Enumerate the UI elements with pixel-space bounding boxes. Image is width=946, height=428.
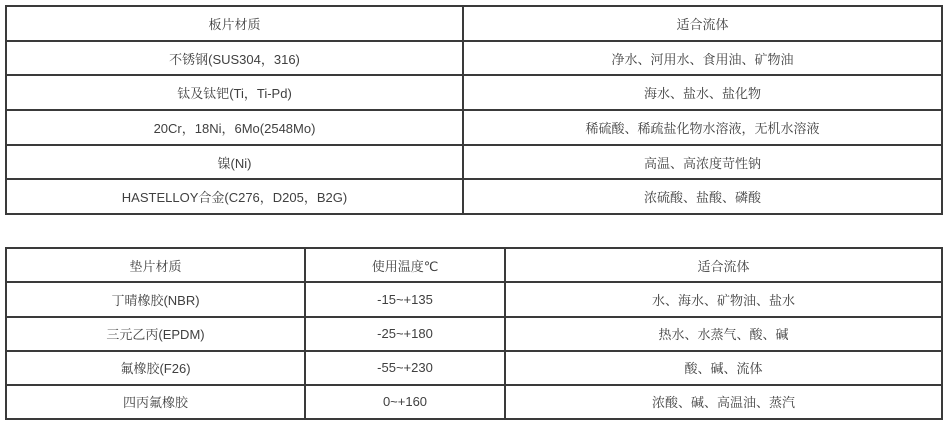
suitable-fluid-cell: 热水、水蒸气、酸、碱 xyxy=(505,317,942,351)
plate-table-header-row xyxy=(6,6,942,41)
table-row xyxy=(6,317,942,351)
suitable-fluid-cell: 水、海水、矿物油、盐水 xyxy=(505,282,942,316)
gasket-material-header: 垫片材质 xyxy=(6,248,305,282)
gasket-material-cell: 丁晴橡胶(NBR) xyxy=(6,282,305,316)
table-row xyxy=(6,75,942,110)
suitable-fluid-header: 适合流体 xyxy=(463,6,942,41)
suitable-fluid-cell: 海水、盐水、盐化物 xyxy=(463,75,942,110)
table-row xyxy=(6,351,942,385)
table-row xyxy=(6,110,942,145)
gasket-material-cell: 四丙氟橡胶 xyxy=(6,385,305,419)
suitable-fluid-header: 适合流体 xyxy=(505,248,942,282)
plate-material-cell: HASTELLOY合金(C276，D205，B2G) xyxy=(6,179,463,214)
plate-material-cell: 不锈钢(SUS304，316) xyxy=(6,41,463,76)
suitable-fluid-cell: 稀硫酸、稀疏盐化物水溶液，无机水溶液 xyxy=(463,110,942,145)
table-row xyxy=(6,41,942,76)
suitable-fluid-cell: 酸、碱、流体 xyxy=(505,351,942,385)
operating-temperature-header: 使用温度℃ xyxy=(305,248,505,282)
plate-material-header: 板片材质 xyxy=(6,6,463,41)
gasket-material-cell: 氟橡胶(F26) xyxy=(6,351,305,385)
table-row xyxy=(6,385,942,419)
plate-material-table xyxy=(5,5,943,215)
table-row xyxy=(6,145,942,180)
operating-temperature-cell: -15~+135 xyxy=(305,282,505,316)
plate-material-cell: 20Cr，18Ni，6Mo(2548Mo) xyxy=(6,110,463,145)
operating-temperature-cell: -25~+180 xyxy=(305,317,505,351)
plate-material-cell: 钛及钛钯(Ti，Ti-Pd) xyxy=(6,75,463,110)
operating-temperature-cell: -55~+230 xyxy=(305,351,505,385)
operating-temperature-cell: 0~+160 xyxy=(305,385,505,419)
suitable-fluid-cell: 浓酸、碱、高温油、蒸汽 xyxy=(505,385,942,419)
suitable-fluid-cell: 高温、高浓度苛性钠 xyxy=(463,145,942,180)
gasket-material-cell: 三元乙丙(EPDM) xyxy=(6,317,305,351)
suitable-fluid-cell: 净水、河用水、食用油、矿物油 xyxy=(463,41,942,76)
gasket-table-header-row xyxy=(6,248,942,282)
suitable-fluid-cell: 浓硫酸、盐酸、磷酸 xyxy=(463,179,942,214)
plate-material-cell: 镍(Ni) xyxy=(6,145,463,180)
table-row xyxy=(6,179,942,214)
table-row xyxy=(6,282,942,316)
gasket-material-table xyxy=(5,247,943,420)
